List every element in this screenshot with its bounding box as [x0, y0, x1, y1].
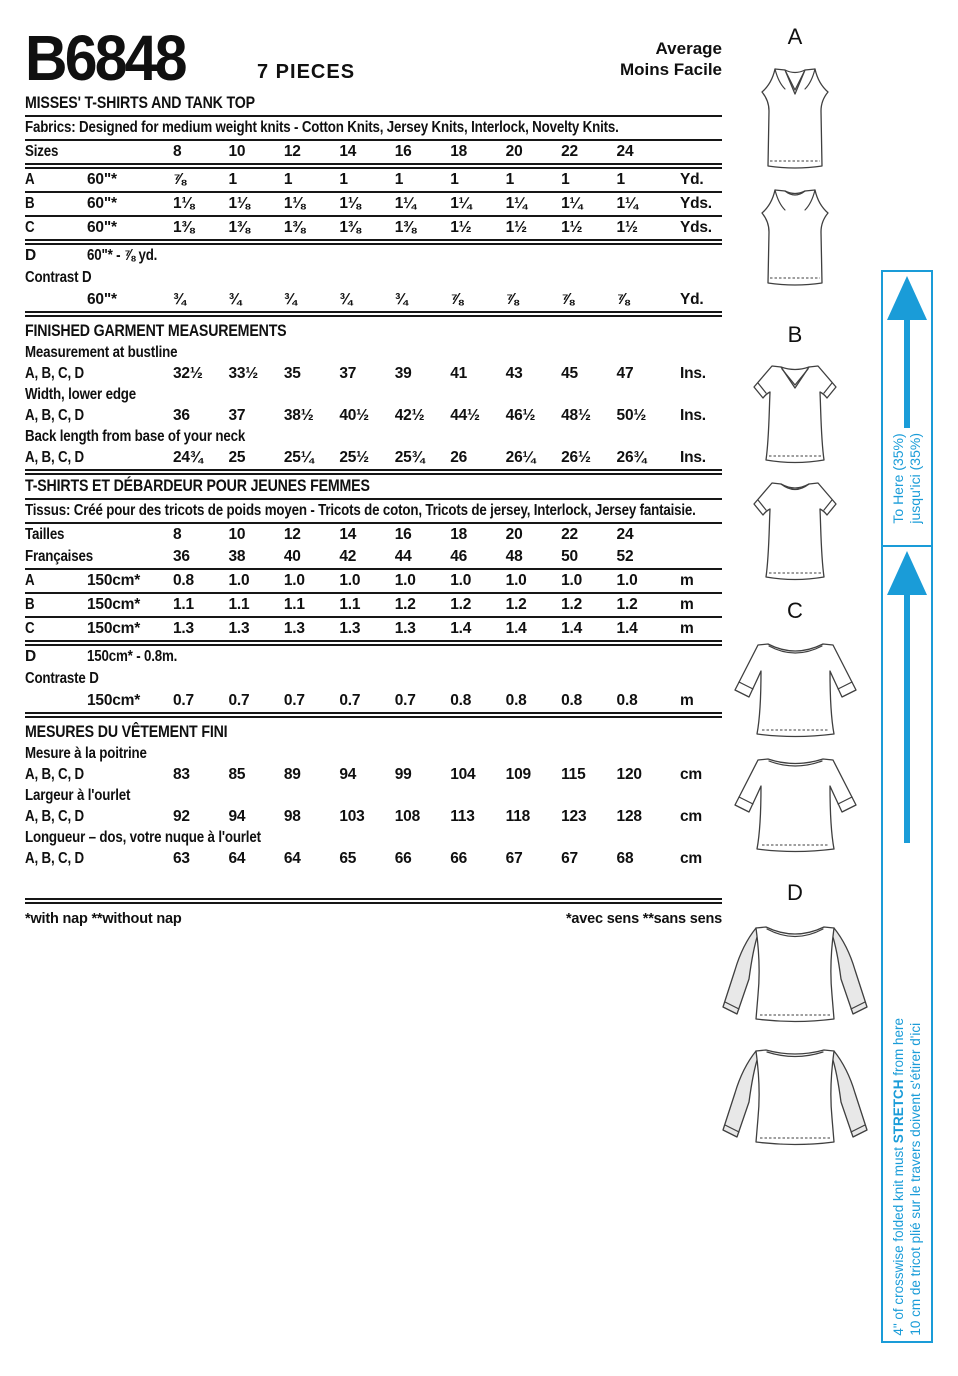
value-cell: 22 [561, 143, 578, 160]
value-cell: 12 [283, 143, 301, 160]
value-cell: 1½ [616, 219, 638, 236]
value-cell: ¾ [173, 291, 186, 308]
value-cell: 43 [505, 365, 523, 382]
value-cell: 37 [339, 365, 357, 382]
value-cell: 64 [228, 850, 246, 867]
value-cell: 1.0 [394, 572, 416, 589]
value-cell: 1 [228, 171, 237, 188]
value-cell: 24 [616, 143, 634, 160]
value-cell: 0.8 [561, 692, 583, 709]
value-cell: 0.8 [616, 692, 638, 709]
value-cell: 103 [339, 808, 365, 825]
heading2-row: T-SHIRTS ET DÉBARDEUR POUR JEUNES FEMMES [25, 475, 722, 500]
value-cell: 1⅜ [339, 219, 361, 236]
value-cell: ¾ [394, 291, 408, 308]
value-cell: 109 [505, 766, 531, 783]
value-cell: 18 [450, 526, 468, 543]
unit-cell: Ins. [679, 365, 706, 382]
value-cell: 1⅜ [228, 219, 250, 236]
value-cell: 20 [505, 143, 523, 160]
heading-row: MESURES DU VÊTEMENT FINI [25, 723, 228, 741]
value-cell: 25 [228, 449, 246, 466]
value-cell: 1.4 [561, 620, 583, 637]
difficulty-fr: Moins Facile [619, 60, 722, 79]
view-d [700, 880, 890, 1156]
table-row [25, 524, 722, 546]
value-cell: 1¼ [450, 195, 472, 212]
value-cell: 113 [450, 808, 475, 825]
pieces-count: 7 PIECES [257, 61, 356, 83]
view-d-label: D [787, 880, 803, 905]
value-cell: 37 [228, 407, 246, 424]
sub-row: Mesure à la poitrine [25, 745, 147, 762]
value-cell: 128 [616, 808, 642, 825]
value-cell: 48 [505, 548, 523, 565]
value-cell: 1.3 [173, 620, 194, 637]
value-cell: 1 [561, 171, 570, 188]
value-cell: 10 [228, 526, 246, 543]
value-cell: 1 [505, 171, 515, 188]
view-b [700, 322, 890, 586]
up-arrow-icon [884, 549, 930, 845]
value-cell: 8 [173, 143, 182, 160]
width-cell: 150cm* [87, 596, 141, 613]
row-label-cell: C [25, 620, 35, 637]
value-cell: 16 [394, 526, 412, 543]
value-cell: 0.7 [228, 692, 250, 709]
unit-cell: m [679, 692, 694, 709]
value-cell: 118 [505, 808, 531, 825]
value-cell: 46½ [505, 407, 536, 424]
value-cell: 1 [283, 171, 293, 188]
value-cell: 1.0 [283, 572, 305, 589]
value-cell: 26¼ [505, 449, 536, 466]
view-b-back-illustration [739, 474, 851, 586]
table-row [25, 806, 722, 828]
width-cell: 60"* [87, 219, 117, 236]
value-cell: 1.1 [283, 596, 305, 613]
view-a [700, 24, 890, 294]
value-cell: 68 [616, 850, 634, 867]
table-row [25, 363, 722, 385]
row-label-cell: D [25, 247, 36, 264]
value-cell: 1½ [505, 219, 527, 236]
value-cell: 1⅛ [283, 195, 306, 212]
value-cell: 1⅜ [173, 219, 195, 236]
table-row [25, 546, 722, 570]
value-cell: 47 [616, 365, 634, 382]
value-cell: 25¾ [394, 449, 425, 466]
value-cell: 1¼ [394, 195, 416, 212]
value-cell: 1⅛ [339, 195, 361, 212]
measurement-sheet [25, 14, 722, 929]
value-cell: 65 [339, 850, 357, 867]
unit-cell: cm [679, 808, 702, 825]
value-cell: 1 [450, 171, 459, 188]
value-cell: 1¼ [616, 195, 638, 212]
sub-row: Largeur à l'ourlet [25, 787, 131, 804]
span-row: Contrast D [25, 269, 92, 286]
value-cell: 42 [339, 548, 357, 565]
value-cell: 0.7 [394, 692, 416, 709]
view-b-front-illustration [739, 357, 851, 469]
unit-cell: m [679, 620, 694, 637]
title-row: MISSES' T-SHIRTS AND TANK TOP [25, 92, 722, 117]
value-cell: 1½ [450, 219, 472, 236]
unit-cell: Ins. [679, 449, 706, 466]
value-cell: 1.1 [173, 596, 194, 613]
value-cell: 64 [283, 850, 301, 867]
value-cell: 8 [173, 526, 182, 543]
value-cell: 1.0 [450, 572, 472, 589]
value-cell: 94 [228, 808, 246, 825]
value-cell: 89 [283, 766, 301, 783]
value-cell: 63 [173, 850, 190, 867]
value-cell: 1.4 [505, 620, 527, 637]
value-cell: 42½ [394, 407, 425, 424]
stretch-gauge-lower [881, 545, 933, 1343]
row-label-cell: B [25, 195, 35, 212]
row-label-cell: A [25, 572, 35, 589]
table-row [25, 289, 722, 317]
unit-cell: Yd. [679, 291, 704, 308]
value-cell: 48½ [561, 407, 591, 424]
value-cell: 99 [394, 766, 412, 783]
view-c-front-illustration [728, 633, 863, 743]
value-cell: 1⅜ [283, 219, 306, 236]
view-c-label: C [787, 598, 803, 623]
value-cell: 1.3 [228, 620, 250, 637]
table-row [25, 690, 722, 718]
footnote-right: *avec sens **sans sens [565, 911, 722, 927]
value-cell: 10 [228, 143, 246, 160]
row-label-cell [25, 692, 87, 710]
value-cell: 1.0 [228, 572, 250, 589]
value-cell: 67 [505, 850, 523, 867]
value-cell: 39 [394, 365, 412, 382]
value-cell: 33½ [228, 365, 259, 382]
value-cell: ⅞ [173, 171, 186, 188]
value-cell: ¾ [339, 291, 353, 308]
view-a-label: A [787, 24, 803, 49]
view-a-front-illustration [750, 59, 840, 177]
value-cell: 38 [228, 548, 246, 565]
value-cell: 1.3 [394, 620, 416, 637]
value-cell: ¾ [228, 291, 242, 308]
value-cell: 1.4 [616, 620, 638, 637]
row-label-cell: Françaises [25, 548, 93, 565]
value-cell: 123 [561, 808, 587, 825]
stretch-gauge-upper-label: To Here (35%) jusqu'ici (35%) [890, 433, 923, 524]
unit-cell: Yds. [679, 219, 712, 236]
value-cell: 12 [283, 526, 301, 543]
value-cell: 1 [616, 171, 625, 188]
footnote-row [25, 898, 722, 929]
unit-cell: cm [679, 766, 702, 783]
table-row [25, 447, 722, 475]
value-cell: 1 [394, 171, 404, 188]
view-c [700, 598, 890, 858]
value-cell: 1.1 [339, 596, 361, 613]
value-cell: 1 [339, 171, 348, 188]
value-cell: ¾ [283, 291, 297, 308]
value-cell: 40½ [339, 407, 369, 424]
span-row: Fabrics: Designed for medium weight knits - Cotton Knits, Jersey Knits, Interlock, Novelty Knits. [25, 117, 722, 141]
row-label-cell: A, B, C, D [25, 808, 85, 825]
value-cell: 120 [616, 766, 642, 783]
value-cell: 44 [394, 548, 412, 565]
value-cell: 35 [283, 365, 301, 382]
width-cell: 150cm* [87, 572, 141, 589]
row-label-cell: Sizes [25, 143, 59, 160]
value-cell: 98 [283, 808, 301, 825]
value-cell: 85 [228, 766, 246, 783]
value-cell: 1.1 [228, 596, 250, 613]
value-cell: 0.8 [173, 572, 194, 589]
value-cell: 1.0 [339, 572, 361, 589]
width-cell: 60"* [87, 171, 117, 188]
table-row [25, 570, 722, 594]
table-row [25, 217, 722, 245]
table-row [25, 141, 722, 169]
row-text-cell: 60"* - ⅞ yd. [87, 247, 158, 264]
value-cell: 115 [561, 766, 586, 783]
row-label-cell: A [25, 171, 35, 188]
value-cell: 20 [505, 526, 523, 543]
value-cell: 1¼ [505, 195, 527, 212]
value-cell: 1.2 [561, 596, 583, 613]
value-cell: 45 [561, 365, 578, 382]
width-cell: 150cm* [87, 692, 141, 709]
row-text-cell: 150cm* - 0.8m. [87, 648, 178, 665]
difficulty-en: Average [655, 39, 722, 58]
value-cell: 16 [394, 143, 412, 160]
span-row: Contraste D [25, 670, 99, 687]
row-label-cell: D [25, 648, 36, 665]
value-cell: 1⅛ [173, 195, 195, 212]
row-label-cell: A, B, C, D [25, 365, 85, 382]
value-cell: 14 [339, 526, 357, 543]
row-label-cell: Tailles [25, 526, 65, 543]
value-cell: 1.2 [616, 596, 638, 613]
sub-row: Measurement at bustline [25, 344, 178, 361]
view-d-front-illustration [710, 915, 880, 1033]
unit-cell: cm [679, 850, 702, 867]
up-arrow-icon [884, 274, 930, 430]
value-cell: 26¾ [616, 449, 647, 466]
view-a-back-illustration [750, 182, 840, 294]
width-cell: 150cm* [87, 620, 141, 637]
value-cell: 67 [561, 850, 578, 867]
value-cell: 1.0 [505, 572, 527, 589]
view-d-back-illustration [710, 1038, 880, 1156]
lspan-row [25, 646, 722, 668]
value-cell: ⅞ [450, 291, 463, 308]
value-cell: 1.0 [616, 572, 638, 589]
table-row [25, 405, 722, 427]
unit-cell: m [679, 572, 694, 589]
sub-row: Back length from base of your neck [25, 428, 246, 445]
value-cell: 24 [616, 526, 634, 543]
value-cell: 26½ [561, 449, 591, 466]
value-cell: 94 [339, 766, 357, 783]
value-cell: 40 [283, 548, 301, 565]
spacer [25, 870, 722, 898]
table-row [25, 848, 722, 870]
row-label-cell: A, B, C, D [25, 449, 85, 466]
value-cell: 0.7 [339, 692, 361, 709]
row-label-cell: C [25, 219, 35, 236]
value-cell: 66 [394, 850, 412, 867]
value-cell: 1.4 [450, 620, 472, 637]
lspan-row [25, 245, 722, 267]
value-cell: 41 [450, 365, 468, 382]
value-cell: 26 [450, 449, 468, 466]
value-cell: 24¾ [173, 449, 203, 466]
width-cell: 60"* [87, 195, 117, 212]
value-cell: 22 [561, 526, 578, 543]
value-cell: 66 [450, 850, 468, 867]
row-label-cell: A, B, C, D [25, 407, 85, 424]
value-cell: 36 [173, 548, 190, 565]
value-cell: ⅞ [505, 291, 519, 308]
footnote-left: *with nap **without nap [25, 911, 182, 927]
value-cell: ⅞ [561, 291, 574, 308]
table-row [25, 169, 722, 193]
value-cell: 0.8 [505, 692, 527, 709]
value-cell: 25½ [339, 449, 369, 466]
table-row [25, 618, 722, 646]
unit-cell: m [679, 596, 694, 613]
unit-cell: Yd. [679, 171, 704, 188]
value-cell: 1.2 [450, 596, 472, 613]
value-cell: ⅞ [616, 291, 630, 308]
view-c-back-illustration [728, 748, 863, 858]
value-cell: 108 [394, 808, 421, 825]
heading-row: FINISHED GARMENT MEASUREMENTS [25, 322, 287, 340]
stretch-gauge-lower-label: 4" of crosswise folded knit must STRETCH from here 10 cm de tricot plié sur le travers doivent s'étirer d'ici [891, 1018, 923, 1336]
yardage-table [25, 92, 722, 929]
unit-cell: Ins. [679, 407, 706, 424]
value-cell: 0.7 [173, 692, 194, 709]
value-cell: 14 [339, 143, 357, 160]
table-row [25, 193, 722, 217]
value-cell: 1.3 [283, 620, 305, 637]
value-cell: 52 [616, 548, 634, 565]
value-cell: 83 [173, 766, 190, 783]
value-cell: 1.3 [339, 620, 361, 637]
value-cell: 38½ [283, 407, 314, 424]
value-cell: 0.7 [283, 692, 305, 709]
row-label-cell [25, 291, 87, 309]
row-label-cell: B [25, 596, 35, 613]
value-cell: 1.2 [505, 596, 527, 613]
stretch-gauge-upper [881, 270, 933, 547]
value-cell: 1⅛ [228, 195, 250, 212]
value-cell: 25¼ [283, 449, 314, 466]
span-row: Tissus: Créé pour des tricots de poids moyen - Tricots de coton, Tricots de jersey, Interlock, Jersey fantaisie. [25, 500, 722, 524]
value-cell: 0.8 [450, 692, 472, 709]
value-cell: 18 [450, 143, 468, 160]
value-cell: 50 [561, 548, 578, 565]
row-label-cell: A, B, C, D [25, 850, 85, 867]
row-label-cell: A, B, C, D [25, 766, 85, 783]
view-b-label: B [787, 322, 803, 347]
unit-cell: Yds. [679, 195, 712, 212]
value-cell: 1½ [561, 219, 583, 236]
sub-row: Width, lower edge [25, 386, 137, 403]
value-cell: 32½ [173, 365, 203, 382]
stretch-gauge [881, 270, 933, 1343]
table-row [25, 764, 722, 786]
value-cell: 44½ [450, 407, 480, 424]
value-cell: 46 [450, 548, 468, 565]
pattern-number: B6848 [25, 22, 185, 95]
value-cell: 1.0 [561, 572, 583, 589]
value-cell: 1.2 [394, 596, 416, 613]
masthead [25, 14, 722, 95]
value-cell: 104 [450, 766, 476, 783]
value-cell: 1⅜ [394, 219, 416, 236]
sub-row: Longueur – dos, votre nuque à l'ourlet [25, 829, 261, 846]
value-cell: 1¼ [561, 195, 583, 212]
value-cell: 92 [173, 808, 190, 825]
table-row [25, 594, 722, 618]
value-cell: 50½ [616, 407, 647, 424]
width-cell: 60"* [87, 291, 117, 308]
value-cell: 36 [173, 407, 190, 424]
